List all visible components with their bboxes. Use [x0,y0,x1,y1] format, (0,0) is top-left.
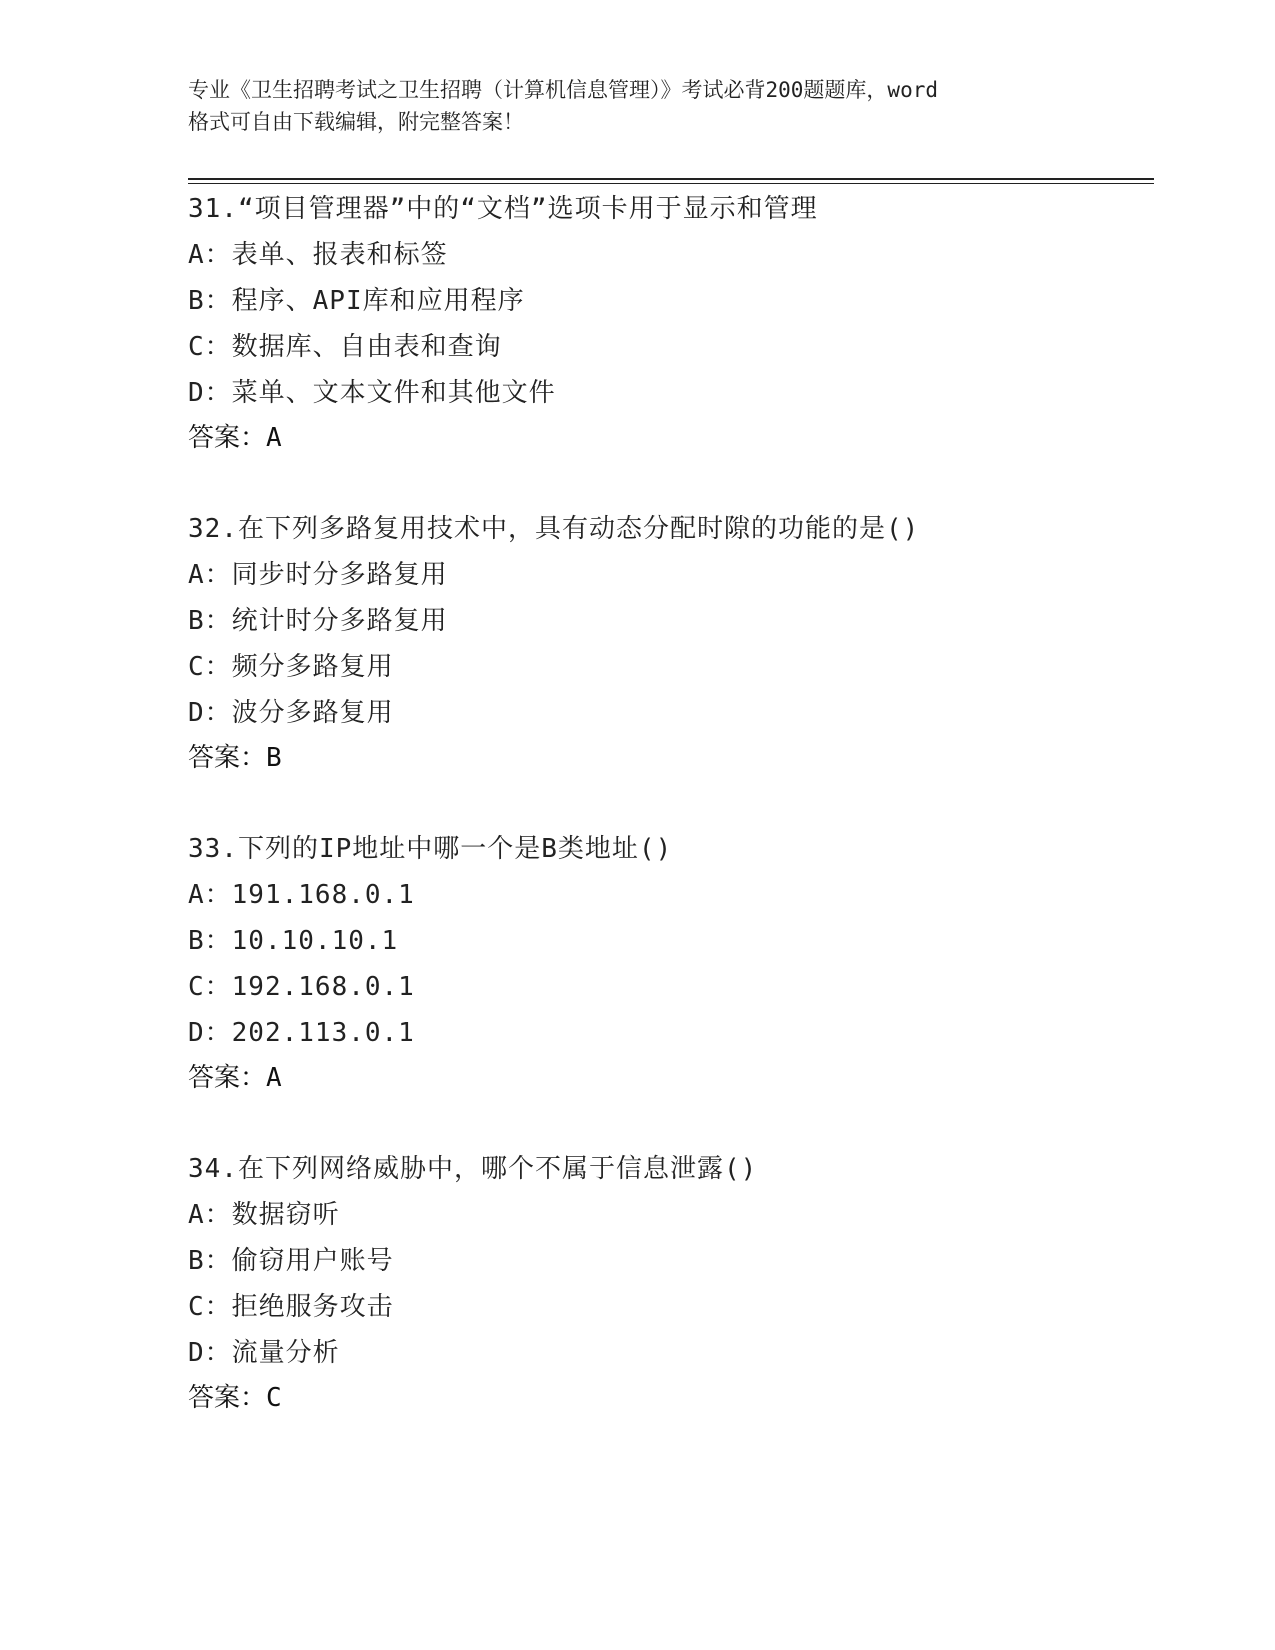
header-rule-thick [188,178,1154,180]
header-line-2: 格式可自由下载编辑，附完整答案！ [188,110,524,134]
document-header [188,74,1088,138]
option-a: A：191.168.0.1 [188,880,415,910]
answer-line [188,1376,1168,1420]
option-c: C：拒绝服务攻击 [188,1292,394,1322]
header-rule-thin [188,183,1154,184]
option-d: D：202.113.0.1 [188,1018,415,1048]
answer-label: 答案： [188,743,267,773]
question-text: 31.“项目管理器”中的“文档”选项卡用于显示和管理 [188,194,818,224]
option-b: B：统计时分多路复用 [188,606,448,636]
question-block [188,186,1168,460]
option-c: C：192.168.0.1 [188,972,415,1002]
question-block [188,1146,1168,1420]
header-line-1: 专业《卫生招聘考试之卫生招聘（计算机信息管理）》考试必背200题题库，word [188,78,938,102]
answer-label: 答案： [188,1063,267,1093]
answer-value: B [266,743,282,773]
answer-value: A [266,423,282,453]
answer-line [188,416,1168,460]
option-c: C：数据库、自由表和查询 [188,332,502,362]
option-a: A：同步时分多路复用 [188,560,448,590]
answer-line [188,1056,1168,1100]
question-block [188,826,1168,1100]
option-d: D：流量分析 [188,1338,340,1368]
answer-label: 答案： [188,423,267,453]
question-text: 33.下列的IP地址中哪一个是B类地址() [188,834,673,864]
option-b: B：程序、API库和应用程序 [188,286,525,316]
question-text: 34.在下列网络威胁中，哪个不属于信息泄露() [188,1154,758,1184]
answer-value: A [266,1063,282,1093]
question-block [188,506,1168,780]
option-a: A：数据窃听 [188,1200,340,1230]
question-text: 32.在下列多路复用技术中，具有动态分配时隙的功能的是() [188,514,920,544]
option-d: D：菜单、文本文件和其他文件 [188,378,556,408]
answer-label: 答案： [188,1383,267,1413]
option-a: A：表单、报表和标签 [188,240,448,270]
answer-line [188,736,1168,780]
option-b: B：偷窃用户账号 [188,1246,394,1276]
option-c: C：频分多路复用 [188,652,394,682]
option-b: B：10.10.10.1 [188,926,399,956]
answer-value: C [266,1383,282,1413]
option-d: D：波分多路复用 [188,698,394,728]
